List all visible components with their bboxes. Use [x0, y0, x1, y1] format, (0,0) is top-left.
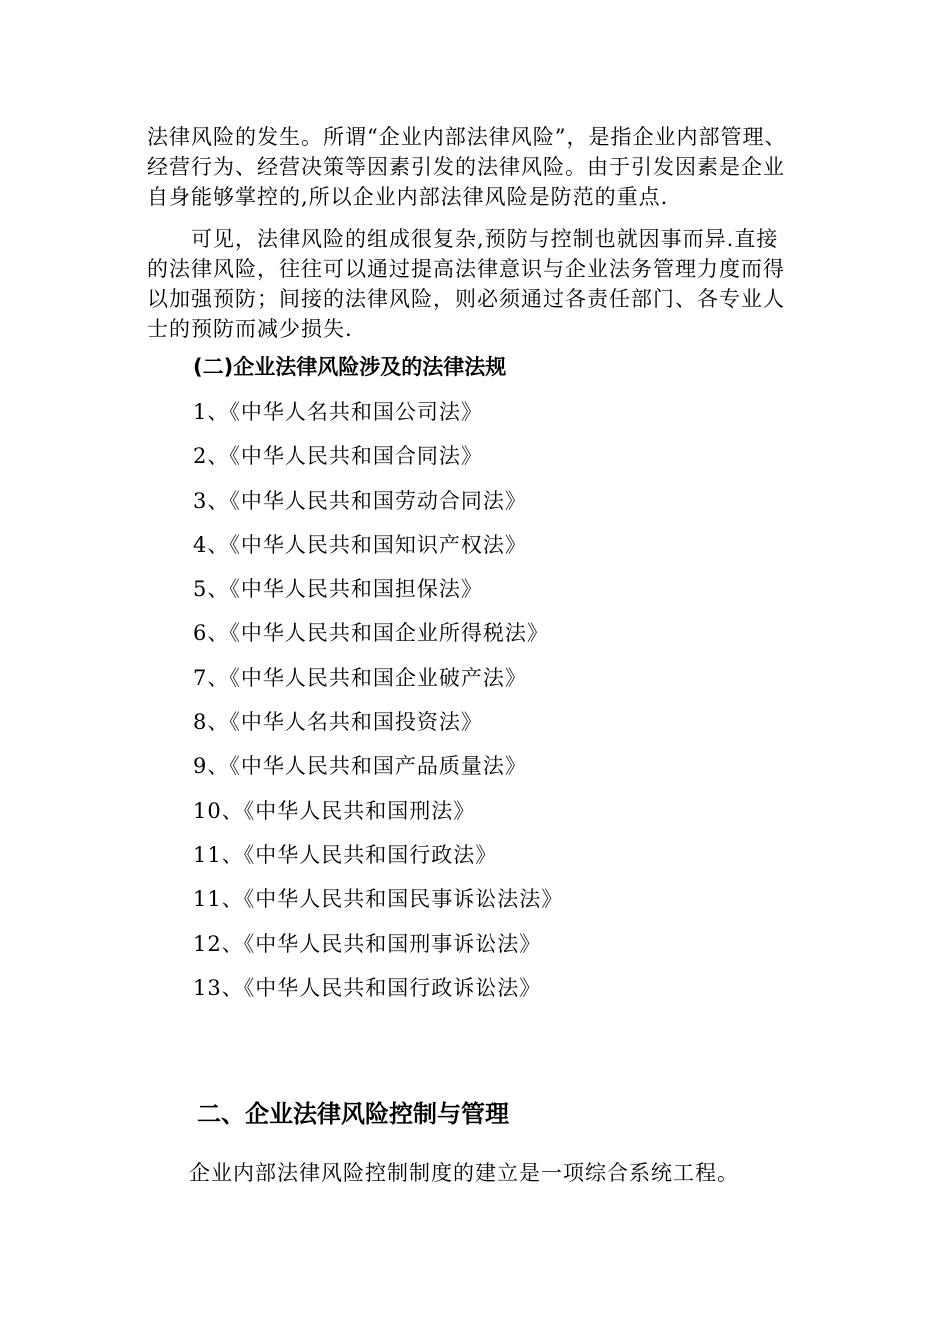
- list-item: 1、《中华人名共和国公司法》: [193, 400, 483, 424]
- paragraph-internal-risk: [147, 122, 797, 212]
- subheading-laws: (二)企业法律风险涉及的法律法规: [193, 355, 507, 379]
- list-item: 12、《中华人民共和国刑事诉讼法》: [193, 931, 542, 956]
- list-item: 7、《中华人民共和国企业破产法》: [193, 665, 527, 690]
- text-line: 士的预防而减少损失.: [147, 317, 353, 341]
- section-heading: 二、企业法律风险控制与管理: [197, 1100, 509, 1128]
- list-item: 8、《中华人名共和国投资法》: [193, 710, 483, 735]
- law-list: [193, 398, 563, 1018]
- paragraph-risk-prevention: [147, 224, 797, 344]
- list-item: 10、《中华人民共和国刑法》: [193, 798, 476, 823]
- list-item: 6、《中华人民共和国企业所得税法》: [193, 621, 549, 646]
- text-line: 以加强预防；间接的法律风险，则必须通过各责任部门、各专业人: [147, 287, 785, 311]
- list-item: 13、《中华人民共和国行政诉讼法》: [193, 975, 542, 1000]
- list-item: 9、《中华人民共和国产品质量法》: [193, 754, 527, 779]
- list-item: 2、《中华人民共和国合同法》: [193, 444, 483, 469]
- list-item: 11、《中华人民共和国行政法》: [193, 842, 498, 867]
- text-line: 经营行为、经营决策等因素引发的法律风险。由于引发因素是企业: [147, 155, 785, 179]
- text-line: 的法律风险，往往可以通过提高法律意识与企业法务管理力度而得: [147, 257, 785, 281]
- paragraph-closing: 企业内部法律风险控制制度的建立是一项综合系统工程。: [189, 1161, 739, 1185]
- list-item: 3、《中华人民共和国劳动合同法》: [193, 488, 527, 513]
- text-line: 自身能够掌控的,所以企业内部法律风险是防范的重点.: [147, 185, 669, 209]
- list-item: 5、《中华人民共和国担保法》: [193, 577, 483, 602]
- text-line: 法律风险的发生。所谓“企业内部法律风险”，是指企业内部管理、: [147, 125, 787, 149]
- text-line: 可见，法律风险的组成很复杂,预防与控制也就因事而异.直接: [147, 227, 779, 251]
- list-item: 4、《中华人民共和国知识产权法》: [193, 532, 527, 557]
- list-item: 11、《中华人民共和国民事诉讼法法》: [193, 887, 564, 912]
